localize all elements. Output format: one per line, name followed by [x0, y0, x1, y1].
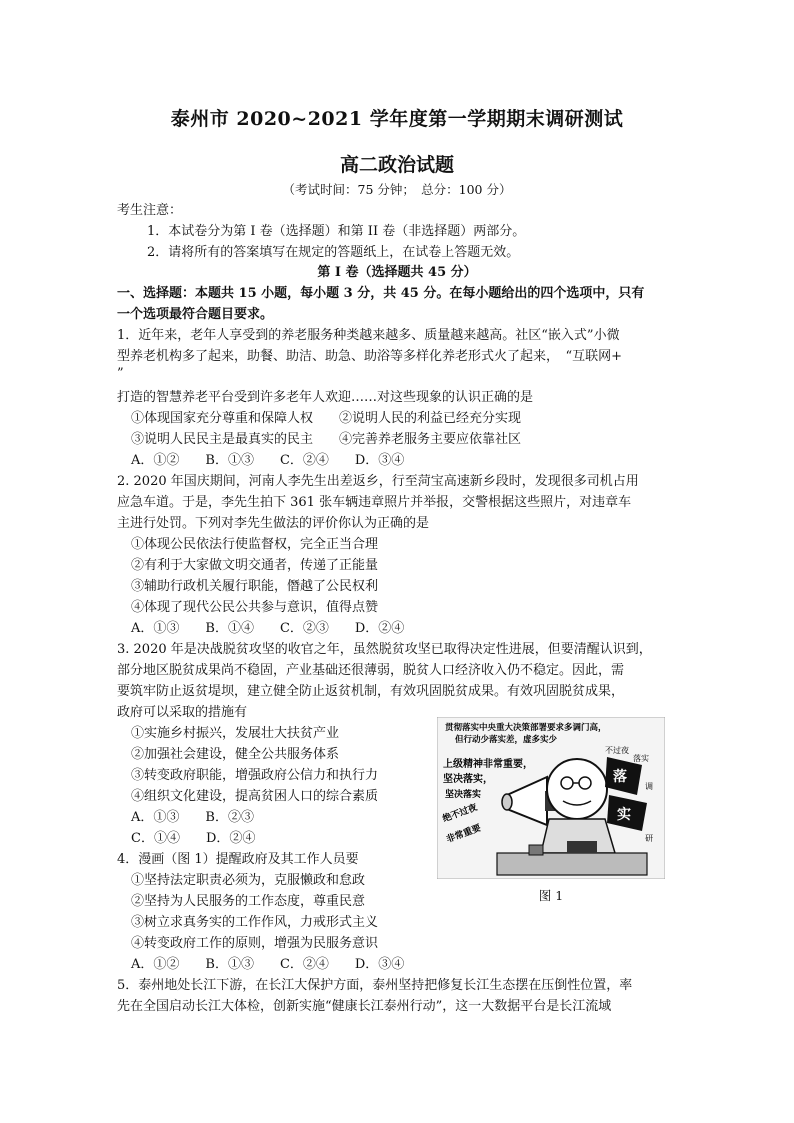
question-3-answers: C．①④ D．②④ [131, 831, 256, 846]
figure-caption: 图 1 [538, 888, 564, 903]
question-2-text: 主进行处罚。下列对李先生做法的评价你认为正确的是 [117, 516, 430, 531]
question-5-text: 先在全国启动长江大体检，创新实施“健康长江泰州行动”，这一大数据平台是长江流域 [117, 999, 612, 1014]
cartoon-flag-text: 落 [613, 769, 627, 785]
cartoon-speech: 坚决落实， [443, 774, 493, 785]
question-1-options: ③说明人民民主是最真实的民主 ④完善养老服务主要应依靠社区 [131, 432, 522, 447]
cartoon-figure [437, 717, 665, 879]
question-3-text: 要筑牢防止返贫堤坝，建立健全防止返贫机制，有效巩固脱贫成果。有效巩固脱贫成果， [117, 684, 625, 699]
cartoon-label: 研 [645, 834, 653, 843]
notice-item: 1．本试卷分为第 I 卷（选择题）和第 II 卷（非选择题）两部分。 [147, 224, 526, 239]
cartoon-label: 不过夜 [605, 746, 629, 755]
cartoon-flag-text: 实 [617, 807, 631, 823]
question-3-option: ③转变政府职能，增强政府公信力和执行力 [131, 768, 379, 783]
question-1-text: ” [117, 366, 124, 381]
section-title: 第 I 卷（选择题共 45 分） [317, 265, 477, 280]
question-3-option: ②加强社会建设，健全公共服务体系 [131, 747, 340, 762]
page-title: 泰州市 2020~2021 学年度第一学期期末调研测试 [170, 108, 624, 130]
question-4-option: ④转变政府工作的原则，增强为民服务意识 [131, 936, 379, 951]
part-heading: 一个选项最符合题目要求。 [117, 307, 274, 322]
question-2-option: ②有利于大家做文明交通者，传递了正能量 [131, 558, 379, 573]
question-3-text: 3. 2020 年是决战脱贫攻坚的收官之年，虽然脱贫攻坚已取得决定性进展，但要清醒认识到， [117, 642, 652, 657]
cartoon-label: 调 [645, 782, 653, 791]
question-1-answers: A．①② B．①③ C．②④ D．③④ [131, 453, 405, 468]
question-5-text: 5．泰州地处长江下游，在长江大保护方面，泰州坚持把修复长江生态摆在压倒性位置，率 [117, 978, 633, 993]
question-4-text: 4．漫画（图 1）提醒政府及其工作人员要 [117, 852, 359, 867]
cartoon-speech: 坚决落实 [445, 790, 482, 800]
question-4-option: ②坚持为人民服务的工作态度，尊重民意 [131, 894, 366, 909]
question-4-option: ①坚持法定职责必须为，克服懒政和怠政 [131, 873, 366, 888]
notice-item: 2．请将所有的答案填写在规定的答题纸上，在试卷上答题无效。 [147, 245, 520, 260]
question-4-answers: A．①② B．①③ C．②④ D．③④ [131, 957, 405, 972]
page-subtitle: 高二政治试题 [339, 154, 454, 176]
question-2-option: ①体现公民依法行使监督权，完全正当合理 [131, 537, 379, 552]
question-3-option: ①实施乡村振兴，发展壮大扶贫产业 [131, 726, 340, 741]
question-2-answers: A．①③ B．①④ C．②③ D．②④ [131, 621, 405, 636]
question-4-option: ③树立求真务实的工作作风，力戒形式主义 [131, 915, 379, 930]
question-1-options: ①体现国家充分尊重和保障人权 ②说明人民的利益已经充分实现 [131, 411, 522, 426]
cartoon-caption-line: 但行动少落实差，虚多实少 [455, 735, 558, 745]
question-1-text: 型养老机构多了起来，助餐、助洁、助急、助浴等多样化养老形式火了起来， “互联网+ [117, 349, 623, 364]
question-2-text: 2. 2020 年国庆期间，河南人李先生出差返乡，行至菏宝高速新乡段时，发现很多司机占用 [117, 474, 639, 489]
cartoon-speech: 非常重要 [445, 823, 483, 846]
question-3-text: 部分地区脱贫成果尚不稳固，产业基础还很薄弱，脱贫人口经济收入仍不稳定。因此，需 [117, 663, 625, 678]
exam-info: （考试时间：75 分钟； 总分：100 分） [282, 182, 512, 197]
question-2-text: 应急车道。于是，李先生拍下 361 张车辆违章照片并举报，交警根据这些照片，对违章车 [117, 495, 632, 510]
question-3-text: 政府可以采取的措施有 [117, 705, 248, 720]
cartoon-speech: 上级精神非常重要， [443, 759, 533, 770]
cartoon-label: 落实 [633, 754, 649, 763]
question-3-answers: A．①③ B．②③ [131, 810, 254, 825]
question-3-option: ④组织文化建设，提高贫困人口的综合素质 [131, 789, 379, 804]
part-heading: 一、选择题：本题共 15 小题，每小题 3 分，共 45 分。在每小题给出的四个选项中，只有 [117, 286, 645, 301]
question-1-text: 1．近年来，老年人享受到的养老服务种类越来越多、质量越来越高。社区“嵌入式”小微 [117, 328, 620, 343]
question-2-option: ④体现了现代公民公共参与意识，值得点赞 [131, 600, 379, 615]
question-2-option: ③辅助行政机关履行职能，僭越了公民权利 [131, 579, 379, 594]
cartoon-caption-line: 贯彻落实中央重大决策部署要求多调门高， [445, 723, 607, 733]
question-1-text: 打造的智慧养老平台受到许多老年人欢迎……对这些现象的认识正确的是 [117, 390, 534, 405]
notice-heading: 考生注意： [117, 203, 183, 218]
cartoon-speech: 绝不过夜 [441, 802, 479, 825]
